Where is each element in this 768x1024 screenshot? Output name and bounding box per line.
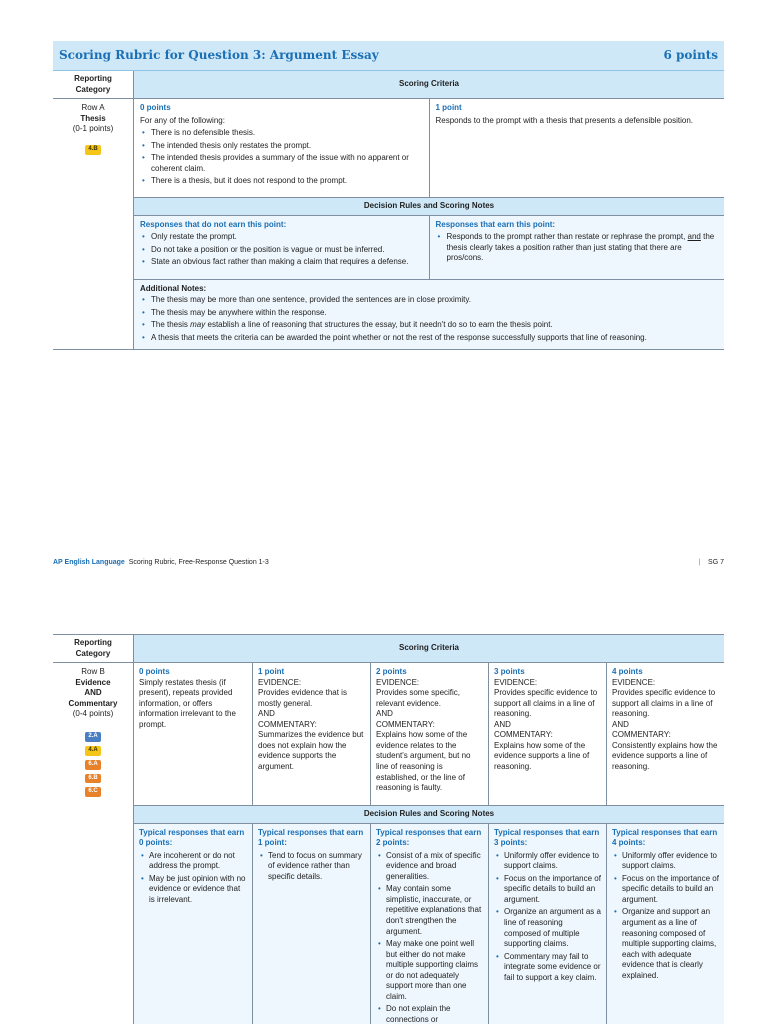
typical-label: Typical responses that earn 0 points: <box>139 827 245 848</box>
typical-label: Typical responses that earn 4 points: <box>612 827 718 848</box>
row-b-line1: Evidence <box>75 677 111 687</box>
earn-list <box>436 232 719 264</box>
skill-tag: 2.A <box>85 732 100 742</box>
list-item: • The thesis may be more than one sentence, provided the sentences are in close proximity. <box>140 295 718 306</box>
footer-page-number: SG 7 <box>708 559 724 566</box>
evidence-text: Provides some specific, relevant evidence. <box>376 688 461 708</box>
score-3-cell <box>488 663 606 805</box>
list-item: • Uniformly offer evidence to support claims. <box>494 851 601 872</box>
typical-label: Typical responses that earn 2 points: <box>376 827 482 848</box>
score-levels <box>134 663 724 805</box>
typical-responses <box>134 824 724 1024</box>
earn-text-b: the thesis clearly takes a position rather than just stating that there are pros/cons. <box>446 232 715 263</box>
and-text: AND <box>376 709 393 719</box>
and-text: AND <box>258 709 275 719</box>
page-footer <box>53 558 724 567</box>
additional-notes-list <box>140 295 718 343</box>
note-text-b: establish a line of reasoning that structures the essay, but it needn't do so to earn the thesis point. <box>205 320 553 330</box>
commentary-text: Summarizes the evidence but does not explain how the evidence supports the argument. <box>258 730 364 772</box>
typical-list <box>376 851 483 1024</box>
skill-tag: 4.A <box>85 746 100 756</box>
skill-tag: 6.B <box>85 774 100 784</box>
typical-label: Typical responses that earn 3 points: <box>494 827 600 848</box>
typical-list <box>612 851 719 982</box>
row-b-category <box>53 663 134 1024</box>
header-row <box>53 635 724 663</box>
score-label: 1 point <box>258 667 285 677</box>
decision-rules-header: Decision Rules and Scoring Notes <box>134 805 724 824</box>
and-text: AND <box>612 719 629 729</box>
one-point-label: 1 point <box>435 103 462 113</box>
skill-tag: 6.C <box>85 787 100 797</box>
not-earn-list <box>140 232 423 268</box>
score-text: Simply restates thesis (if present), repeats provided information, or offers information irrelevant to the prompt. <box>139 677 236 729</box>
typical-list <box>139 851 247 906</box>
score-1-cell <box>252 663 370 805</box>
rubric-table-thesis <box>53 41 724 350</box>
list-item: • Are incoherent or do not address the prompt. <box>139 851 247 872</box>
list-item: • A thesis that meets the criteria can be awarded the point whether or not the rest of the response successfully supports that line of reasoning. <box>140 333 718 344</box>
typical-2-cell <box>370 824 488 1024</box>
footer-course: AP English Language <box>53 559 125 566</box>
typical-list <box>258 851 365 883</box>
list-item: • Consist of a mix of specific evidence and broad generalities. <box>376 851 483 883</box>
score-label: 3 points <box>494 667 525 677</box>
earn-cell <box>429 216 725 279</box>
list-item: • Tend to focus on summary of evidence rather than specific details. <box>258 851 365 883</box>
reporting-category-header: Reporting Category <box>53 71 134 98</box>
one-point-text: Responds to the prompt with a thesis that presents a defensible position. <box>435 115 693 125</box>
skill-tags <box>56 730 130 798</box>
typical-3-cell <box>488 824 606 1024</box>
earn-text-a: Responds to the prompt rather than restate or rephrase the prompt, <box>446 232 688 242</box>
list-item: • The intended thesis only restates the prompt. <box>140 141 423 152</box>
skill-tag: 4.B <box>85 145 100 155</box>
zero-points-intro: For any of the following: <box>140 115 225 125</box>
scoring-criteria-header: Scoring Criteria <box>134 71 724 98</box>
commentary-text: Explains how some of the evidence supports a line of reasoning. <box>494 740 590 772</box>
row-a-subject: Thesis <box>80 113 106 123</box>
list-item: • Do not take a position or the position is vague or must be inferred. <box>140 245 423 256</box>
zero-points-label: 0 points <box>140 103 171 113</box>
rubric-title-bar <box>53 41 724 71</box>
list-item: • Focus on the importance of specific details to build an argument. <box>612 874 719 906</box>
list-item: • Organize an argument as a line of reasoning composed of multiple supporting claims. <box>494 907 601 949</box>
list-item: • Focus on the importance of specific details to build an argument. <box>494 874 601 906</box>
evidence-label: EVIDENCE: <box>376 677 420 687</box>
typical-4-cell <box>606 824 724 1024</box>
row-b <box>53 663 724 1024</box>
not-earn-cell <box>134 216 429 279</box>
commentary-text: Consistently explains how the evidence supports a line of reasoning. <box>612 740 718 772</box>
commentary-label: COMMENTARY: <box>258 719 317 729</box>
row-a-criteria <box>134 99 724 349</box>
earn-text-and: and <box>687 232 701 242</box>
additional-notes-label: Additional Notes: <box>140 283 207 293</box>
scoring-criteria-header: Scoring Criteria <box>134 635 724 662</box>
and-text: AND <box>494 719 511 729</box>
list-item: • Commentary may fail to integrate some evidence or fail to support a key claim. <box>494 952 601 984</box>
note-text-a: The thesis <box>151 320 191 330</box>
list-item: • There is a thesis, but it does not respond to the prompt. <box>140 176 423 187</box>
evidence-label: EVIDENCE: <box>494 677 538 687</box>
row-b-name: Row B <box>81 667 105 677</box>
list-item: • May contain some simplistic, inaccurate, or repetitive explanations that don't strengthen the argument. <box>376 884 483 937</box>
row-b-criteria <box>134 663 724 1024</box>
not-earn-label: Responses that do not earn this point: <box>140 219 287 229</box>
footer-subtitle: Scoring Rubric, Free-Response Question 1-3 <box>128 559 269 566</box>
score-0-cell <box>134 663 252 805</box>
list-item: • The intended thesis provides a summary of the issue with no apparent or coherent claim. <box>140 153 423 174</box>
decision-rules-header: Decision Rules and Scoring Notes <box>134 197 724 216</box>
typical-list <box>494 851 601 984</box>
zero-points-cell <box>134 99 429 197</box>
row-b-line2: AND <box>84 688 102 698</box>
footer-separator: | <box>698 559 701 566</box>
skill-tag: 6.A <box>85 760 100 770</box>
score-label: 4 points <box>612 667 643 677</box>
typical-label: Typical responses that earn 1 point: <box>258 827 364 848</box>
list-item: • Organize and support an argument as a line of reasoning composed of multiple supporting claims, each with adequate evidence that is clearly explained. <box>612 907 719 981</box>
commentary-text: Explains how some of the evidence relates to the student's argument, but no line of reasoning is established, or the line of reasoning is faulty. <box>376 730 471 793</box>
list-item <box>436 232 719 264</box>
earn-label: Responses that earn this point: <box>435 219 556 229</box>
list-item: • May be just opinion with no evidence or evidence that is irrelevant. <box>139 874 247 906</box>
evidence-text: Provides evidence that is mostly general. <box>258 688 347 708</box>
score-4-cell <box>606 663 724 805</box>
list-item <box>140 320 718 331</box>
score-2-cell <box>370 663 488 805</box>
row-a <box>53 99 724 350</box>
header-row <box>53 71 724 99</box>
row-b-line3: Commentary <box>68 698 118 708</box>
list-item: • May make one point well but either do not make multiple supporting claims or do not adequately support more than one claim. <box>376 939 483 1002</box>
typical-1-cell <box>252 824 370 1024</box>
rubric-title: Scoring Rubric for Question 3: Argument Essay <box>59 47 379 62</box>
rubric-total-points: 6 points <box>663 47 718 62</box>
commentary-label: COMMENTARY: <box>612 730 671 740</box>
evidence-label: EVIDENCE: <box>258 677 302 687</box>
one-point-cell <box>429 99 725 197</box>
list-item: • State an obvious fact rather than making a claim that requires a defense. <box>140 257 423 268</box>
additional-notes <box>134 280 724 350</box>
list-item: • Uniformly offer evidence to support claims. <box>612 851 719 872</box>
note-text-may: may <box>190 320 206 330</box>
evidence-label: EVIDENCE: <box>612 677 656 687</box>
row-b-range: (0-4 points) <box>72 709 114 719</box>
row-a-range: (0-1 points) <box>72 124 114 134</box>
list-item: • There is no defensible thesis. <box>140 128 423 139</box>
typical-0-cell <box>134 824 252 1024</box>
evidence-text: Provides specific evidence to support all claims in a line of reasoning. <box>494 688 598 719</box>
score-label: 2 points <box>376 667 407 677</box>
row-a-name: Row A <box>81 103 105 113</box>
reporting-category-header: Reporting Category <box>53 635 134 662</box>
list-item: • Do not explain the connections or <box>376 1004 483 1024</box>
commentary-label: COMMENTARY: <box>376 719 435 729</box>
evidence-text: Provides specific evidence to support all claims in a line of reasoning. <box>612 688 716 719</box>
commentary-label: COMMENTARY: <box>494 730 553 740</box>
row-a-category <box>53 99 134 349</box>
rubric-table-evidence <box>53 634 724 1024</box>
zero-points-list <box>140 128 423 187</box>
list-item: • Only restate the prompt. <box>140 232 423 243</box>
list-item: • The thesis may be anywhere within the response. <box>140 308 718 319</box>
score-label: 0 points <box>139 667 170 677</box>
